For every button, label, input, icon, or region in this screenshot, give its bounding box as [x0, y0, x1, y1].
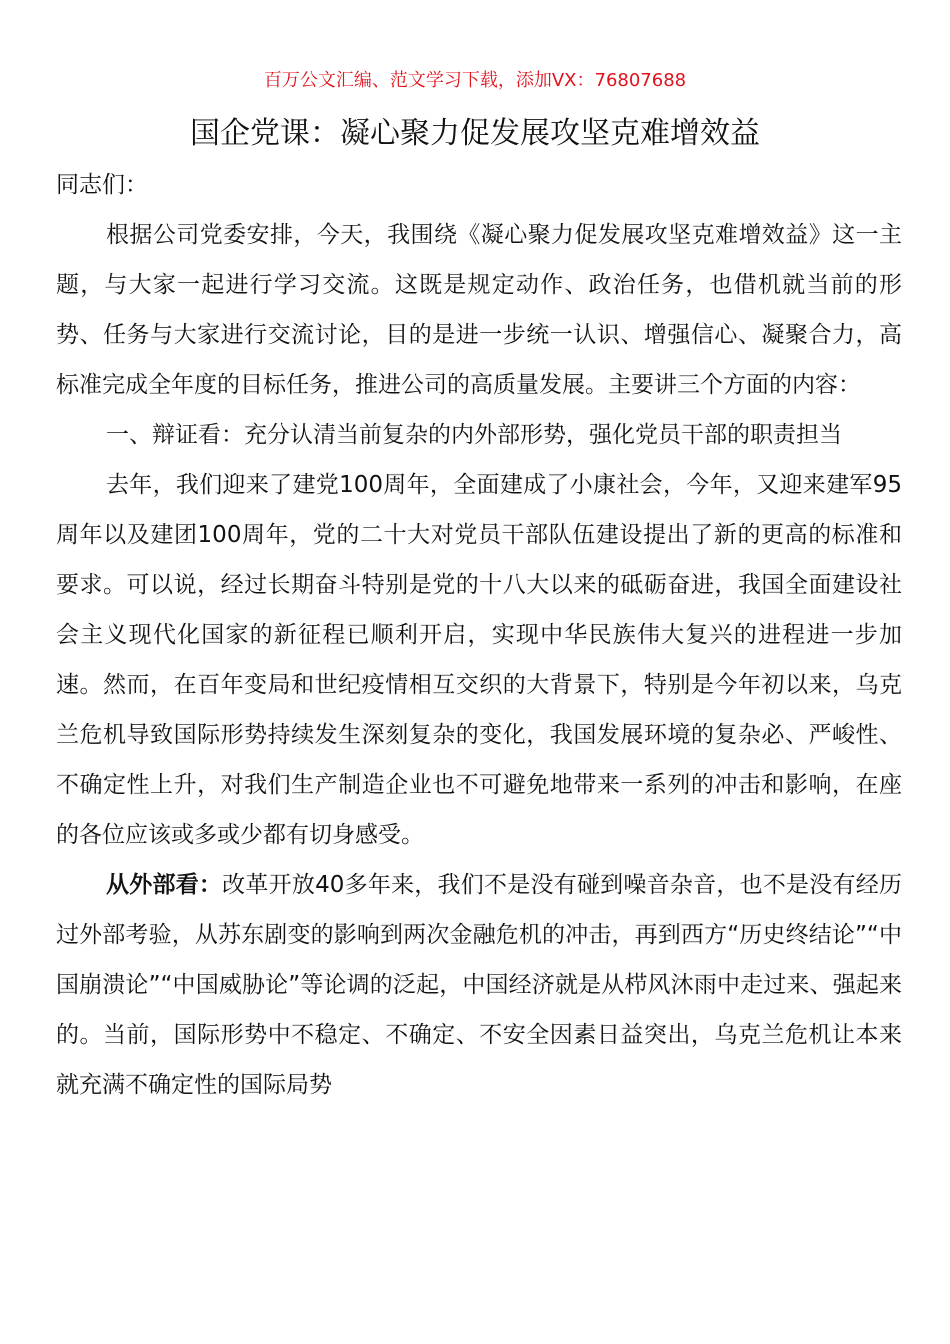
intro-paragraph: 根据公司党委安排，今天，我围绕《凝心聚力促发展攻坚克难增效益》这一主题，与大家一起进行学习交流。这既是规定动作、政治任务，也借机就当前的形势、任务与大家进行交流讨论，目的是进一步统一认识、增强信心、凝聚合力，高标准完成全年度的目标任务，推进公司的高质量发展。主要讲三个方面的内容： [56, 222, 902, 398]
salutation: 同志们： [56, 172, 148, 198]
external-paragraph [56, 860, 902, 1110]
external-text: 改革开放40多年来，我们不是没有碰到噪音杂音，也不是没有经历过外部考验，从苏东剧变的影响到两次金融危机的冲击，再到西方“历史终结论”“中国崩溃论”“中国威胁论”等论调的泛起，中国经济就是从栉风沐雨中走过来、强起来的。当前，国际形势中不稳定、不确定、不安全因素日益突出，乌克兰危机让本来就充满不确定性的国际局势 [56, 872, 902, 1098]
external-label: 从外部看： [106, 872, 223, 898]
section-1-paragraph: 去年，我们迎来了建党100周年，全面建成了小康社会，今年，又迎来建军95周年以及建团100周年，党的二十大对党员干部队伍建设提出了新的更高的标准和要求。可以说，经过长期奋斗特别是党的十八大以来的砥砺奋进，我国全面建设社会主义现代化国家的新征程已顺利开启，实现中华民族伟大复兴的进程进一步加速。然而，在百年变局和世纪疫情相互交织的大背景下，特别是今年初以来，乌克兰危机导致国际形势持续发生深刻复杂的变化，我国发展环境的复杂必、严峻性、不确定性上升，对我们生产制造企业也不可避免地带来一系列的冲击和影响，在座的各位应该或多或少都有切身感受。 [56, 472, 902, 848]
section-1-heading: 一、辩证看：充分认清当前复杂的内外部形势，强化党员干部的职责担当 [106, 422, 842, 448]
watermark-text: 百万公文汇编、范文学习下载，添加VX：76807688 [263, 70, 687, 91]
document-body [56, 160, 902, 1110]
document-title: 国企党课：凝心聚力促发展攻坚克难增效益 [190, 116, 760, 151]
